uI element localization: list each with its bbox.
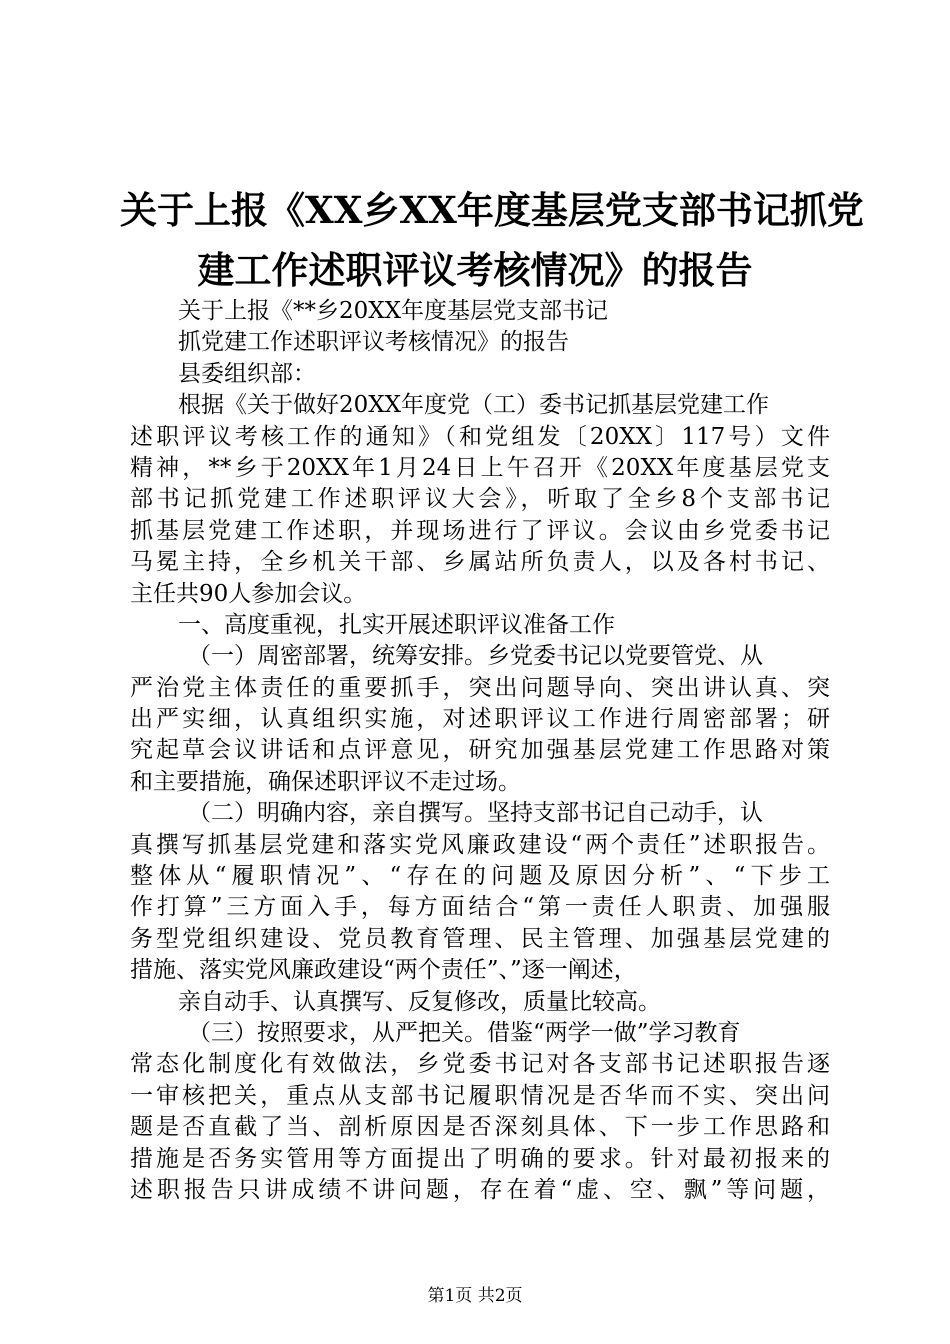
page-footer: 第1页 共2页 [427,1286,523,1306]
body-line: 抓党建工作述职评议考核情况》的报告 [178,329,569,356]
body-line: （三）按照要求，从严把关。借鉴“两学一做”学习教育 [188,1019,741,1046]
body-line: 整体从“履职情况”、“存在的问题及原因分析”、“下步工 [130,863,830,890]
body-line: 马冕主持，全乡机关干部、乡属站所负责人，以及各村书记、 [130,549,830,576]
body-line: 亲自动手、认真撰写、反复修改，质量比较高。 [178,988,661,1015]
body-line: 关于上报《**乡20XX年度基层党支部书记 [178,298,609,324]
body-line: 抓基层党建工作述职，并现场进行了评议。会议由乡党委书记 [130,517,830,544]
body-line: 一审核把关，重点从支部书记履职情况是否华而不实、突出问 [130,1082,830,1109]
body-line: 述职报告只讲成绩不讲问题，存在着“虚、空、飘”等问题， [130,1176,830,1203]
body-line: 措施是否务实管用等方面提出了明确的要求。针对最初报来的 [130,1145,830,1172]
body-line: 真撰写抓基层党建和落实党风廉政建设“两个责任”述职报告。 [130,831,830,858]
body-line: 部书记抓党建工作述职评议大会》，听取了全乡8个支部书记 [130,486,830,513]
body-line: 作打算”三方面入手，每方面结合“第一责任人职责、加强服 [130,894,830,921]
body-line: 和主要措施，确保述职评议不走过场。 [130,768,521,795]
document-title-line-1: 关于上报《XX乡XX年度基层党支部书记抓党 [120,188,864,232]
body-line: 出严实细，认真组织实施，对述职评议工作进行周密部署；研 [130,706,830,733]
body-line: （二）明确内容，亲自撰写。坚持支部书记自己动手，认 [188,800,763,827]
section-heading: 一、高度重视，扎实开展述职评议准备工作 [178,611,615,638]
body-line: 措施、落实党风廉政建设“两个责任”、”逐一阐述， [130,957,637,984]
body-line: 县委组织部： [178,360,316,387]
body-line: 究起草会议讲话和点评意见，研究加强基层党建工作思路对策 [130,737,830,764]
body-line: 题是否直截了当、剖析原因是否深刻具体、下一步工作思路和 [130,1114,830,1141]
body-line: 精神，**乡于20XX年1月24日上午召开《20XX年度基层党支 [130,454,830,481]
body-line: 述职评议考核工作的通知》（和党组发〔20XX〕117号）文件 [130,423,830,450]
body-line: 根据《关于做好20XX年度党（工）委书记抓基层党建工作 [178,392,770,419]
body-line: 严治党主体责任的重要抓手，突出问题导向、突出讲认真、突 [130,674,830,701]
body-line: （一）周密部署，统筹安排。乡党委书记以党要管党、从 [188,643,763,670]
body-line: 务型党组织建设、党员教育管理、民主管理、加强基层党建的 [130,925,830,952]
body-line: 主任共90人参加会议。 [130,580,367,607]
body-line: 常态化制度化有效做法，乡党委书记对各支部书记述职报告逐 [130,1051,830,1078]
document-body [130,296,830,1206]
document-title-line-2: 建工作述职评议考核情况》的报告 [197,248,753,292]
